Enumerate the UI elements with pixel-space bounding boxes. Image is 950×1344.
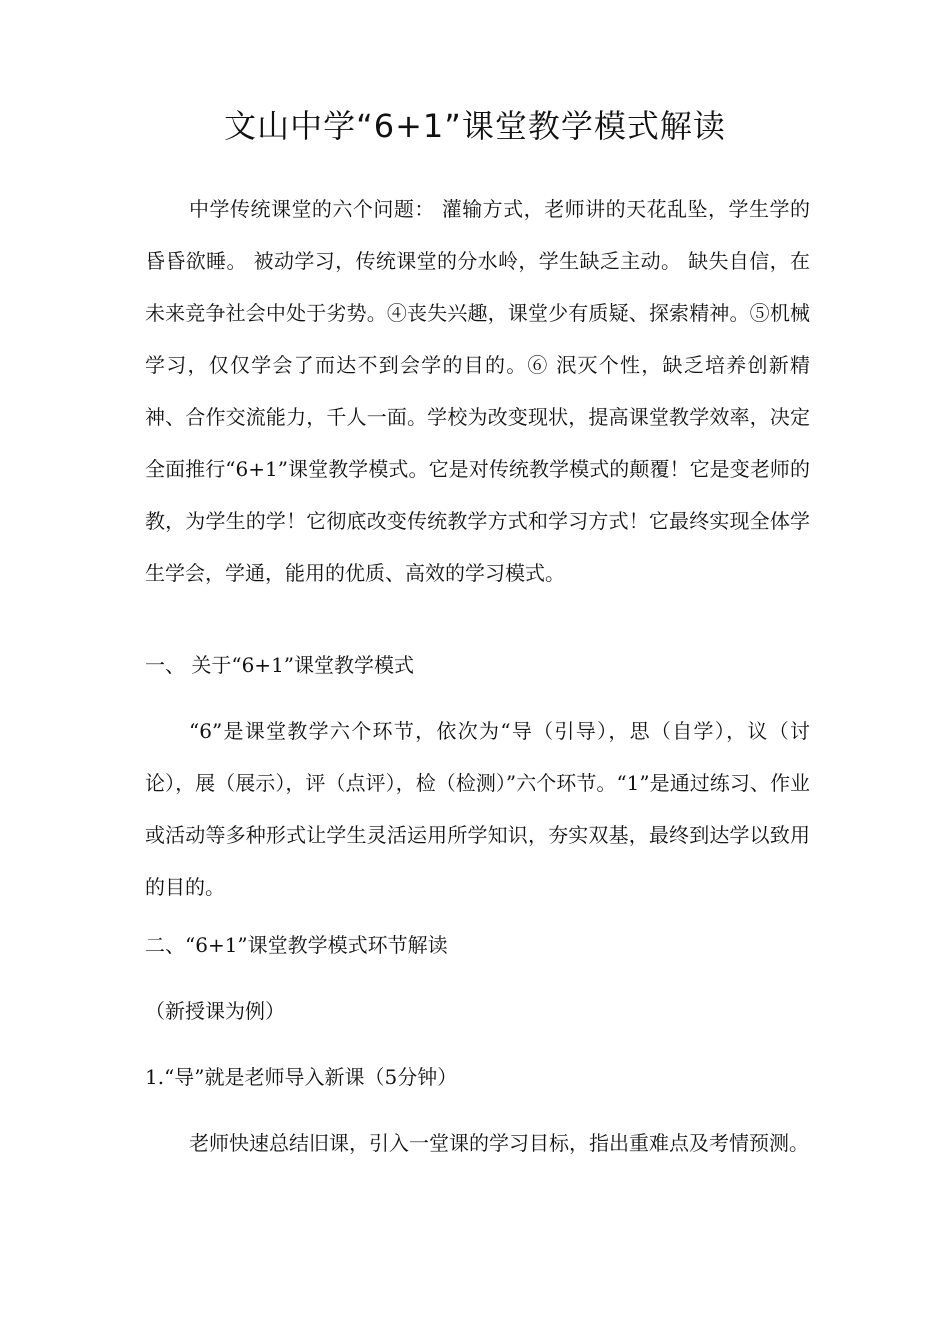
section-1-paragraph: “6”是课堂教学六个环节，依次为“导（引导），思（自学），议（讨论），展（展示），评（点评），检（检测）”六个环节。“1”是通过练习、作业或活动等多种形式让学生灵活运用所学知识，夯实双基，最终到达学以致用的目的。 [145,719,810,899]
section-2-heading: 二、“6+1”课堂教学模式环节解读 [145,933,448,957]
intro-paragraph: 中学传统课堂的六个问题： 灌输方式，老师讲的天花乱坠，学生学的昏昏欲睡。 被动学习，传统课堂的分水岭，学生缺乏主动。 缺失自信，在未来竞争社会中处于劣势。④丧失兴趣，课堂少有质疑、探索精神。⑤机械学习，仅仅学会了而达不到会学的目的。⑥ 泯灭个性，缺乏培养创新精神、合作交流能力，千人一面。学校为改变现状，提高课堂教学效率，决定全面推行“6+1”课堂教学模式。它是对传统教学模式的颠覆！它是变老师的教，为学生的学！它彻底改变传统教学方式和学习方式！它最终实现全体学生学会，学通，能用的优质、高效的学习模式。 [145,197,810,585]
step-1-heading: 1.“导”就是老师导入新课（5分钟） [145,1065,458,1089]
section-1-heading: 一、 关于“6+1”课堂教学模式 [145,653,415,677]
step-1-paragraph: 老师快速总结旧课，引入一堂课的学习目标，指出重难点及考情预测。 [189,1131,809,1155]
document-title: 文山中学“6+1”课堂教学模式解读 [224,107,726,145]
section-2-note: （新授课为例） [145,999,285,1023]
